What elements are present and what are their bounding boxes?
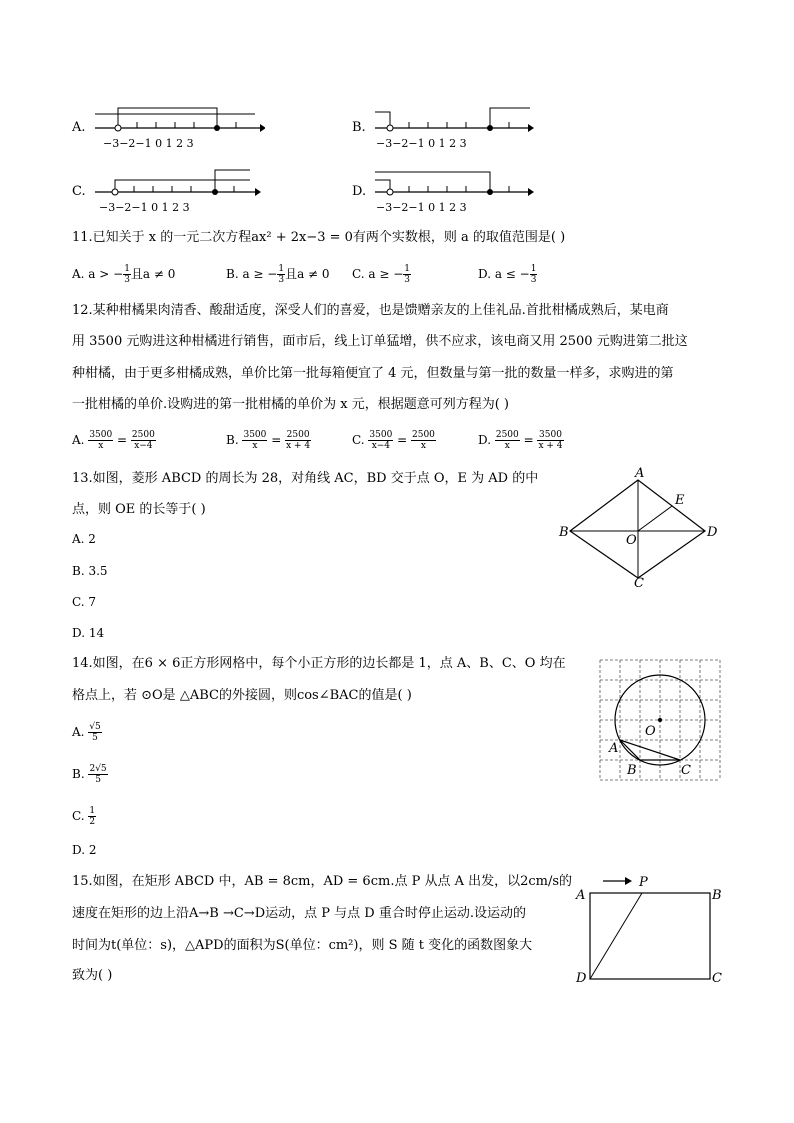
option-prefix: A. a > −	[72, 267, 124, 281]
denominator: 3	[278, 275, 285, 285]
option-b: B. $\frac{3500}{x}$ = $\frac{2500}{x + 4}$	[226, 430, 311, 451]
fraction	[131, 430, 156, 451]
tick-labels: −3−2−1 0 1 2 3	[376, 201, 467, 214]
point-label-a: A	[609, 741, 619, 756]
fraction	[403, 264, 411, 285]
point-label-d: D	[576, 971, 587, 986]
option-b: B. 3.5	[72, 564, 108, 578]
question-line: 12.某种柑橘果肉清香、酸甜适度，深受人们的喜爱，也是馈赠亲友的上佳礼品.首批柑橘成熟后，某电商	[72, 303, 669, 318]
denominator: 5	[92, 733, 98, 743]
option-d: D. $\frac{2500}{x}$ = $\frac{3500}{x + 4}$	[478, 430, 563, 451]
denominator: x	[98, 441, 104, 451]
question-line: 用 3500 元购进这种柑橘进行销售，面市后，线上订单猛增，供不应求，该电商又用 2500 元购进第二批这	[72, 334, 688, 349]
point-label-a: A	[576, 888, 586, 903]
option-c: C. 7	[72, 595, 97, 609]
option-label: B.	[72, 767, 85, 781]
question-line: 15.如图，在矩形 ABCD 中，AB = 8cm，AD = 6cm.点 P 从点 A 出发，以2cm/s的	[72, 874, 573, 889]
numerator: 2500	[495, 430, 519, 440]
rectangle-figure	[570, 870, 730, 988]
fraction	[368, 430, 393, 451]
denominator: x	[420, 441, 426, 451]
numerator: 3500	[89, 430, 113, 440]
arrow-head	[625, 877, 632, 885]
option-label: C.	[72, 809, 85, 823]
fraction	[88, 722, 101, 743]
denominator: x	[252, 441, 258, 451]
question-line: 致为( )	[72, 968, 113, 983]
point-label-b: B	[627, 763, 637, 778]
fraction	[242, 430, 267, 451]
number-line-c-figure	[90, 164, 265, 204]
question-line: 14.如图，在6 × 6正方形网格中，每个小正方形的边长都是 1，点 A、B、C、O 均在	[72, 656, 566, 671]
option-label: D.	[352, 184, 367, 199]
question-stem: 11.已知关于 x 的一元二次方程ax² + 2x−3 = 0有两个实数根，则 a 的取值范围是( )	[72, 230, 566, 245]
fraction	[88, 430, 113, 451]
option-label: D.	[478, 433, 492, 447]
question-line: 时间为t(单位：s)，△APD的面积为S(单位：cm²)，则 S 随 t 变化的函数图象大	[72, 938, 533, 953]
option-b	[72, 764, 108, 785]
option-a: A. $\frac{3500}{x}$ = $\frac{2500}{x-4}$	[72, 430, 155, 451]
fraction	[277, 264, 285, 285]
option-label: C.	[352, 433, 365, 447]
point-label-b: B	[712, 888, 722, 903]
number-line-b-figure	[370, 100, 545, 140]
point-label-d: D	[707, 525, 718, 540]
numerator: 3500	[243, 430, 267, 440]
numerator: 1	[278, 264, 285, 274]
numerator: 1	[89, 806, 96, 816]
rectangle-abcd	[590, 893, 710, 979]
numerator: 2500	[131, 430, 155, 440]
point-label-c: C	[634, 576, 644, 591]
option-label: B.	[352, 120, 366, 135]
denominator: 5	[95, 775, 101, 785]
numerator: 2500	[286, 430, 310, 440]
option-prefix: B. a ≥ −	[226, 267, 278, 281]
option-label: A.	[72, 433, 85, 447]
point-label-o: O	[626, 533, 637, 548]
point-label-c: C	[681, 763, 691, 778]
option-prefix: C. a ≥ −	[352, 267, 404, 281]
segment-dp	[590, 893, 642, 979]
number-line-d-figure	[370, 164, 545, 204]
point-label-e: E	[675, 493, 685, 508]
option-label: C.	[72, 184, 86, 199]
point-label-a: A	[635, 466, 645, 481]
option-label: B.	[226, 433, 239, 447]
numerator: 2500	[412, 430, 435, 440]
fraction	[285, 430, 311, 451]
denominator: x−4	[371, 441, 391, 451]
option-d: D. 14	[72, 626, 105, 640]
question-line: 种柑橘，由于更多柑橘成熟，单价比第一批每箱便宜了 4 元，但数量与第一批的数量一样多，求购进的第	[72, 366, 674, 381]
fraction	[88, 806, 96, 827]
option-a	[72, 722, 102, 743]
triangle-abc	[620, 740, 680, 760]
numerator: 3500	[369, 430, 393, 440]
fraction	[88, 764, 107, 785]
option-a	[72, 264, 175, 285]
tick-labels: −3−2−1 0 1 2 3	[376, 137, 467, 150]
point-label-o: O	[645, 724, 656, 739]
grid-circle-figure	[596, 656, 721, 782]
center-dot	[658, 718, 662, 722]
fraction	[411, 430, 436, 451]
question-line: 点，则 OE 的长等于( )	[72, 502, 206, 517]
option-c	[352, 264, 411, 285]
option-d	[478, 264, 537, 285]
point-label-p: P	[639, 875, 648, 890]
option-b	[226, 264, 330, 285]
fraction	[495, 430, 520, 451]
question-line: 格点上，若 ⊙O是 △ABC的外接圆，则cos∠BAC的值是( )	[72, 688, 412, 703]
denominator: x + 4	[286, 441, 311, 451]
fraction	[537, 430, 563, 451]
numerator: 1	[530, 264, 537, 274]
denominator: x−4	[134, 441, 153, 451]
numerator: 1	[404, 264, 411, 274]
option-c: C. $\frac{3500}{x-4}$ = $\frac{2500}{x}$	[352, 430, 435, 451]
option-suffix: 且a ≠ 0	[130, 267, 176, 281]
numerator: 2√5	[89, 764, 107, 774]
numerator: 3500	[539, 430, 562, 440]
denominator: 2	[89, 817, 96, 827]
denominator: 3	[404, 275, 411, 285]
numerator: 1	[124, 264, 130, 274]
number-line-a-figure	[90, 100, 265, 140]
denominator: x + 4	[538, 441, 563, 451]
segment-oe	[638, 506, 672, 531]
option-prefix: D. a ≤ −	[478, 267, 530, 281]
option-c	[72, 806, 96, 827]
fraction	[123, 264, 131, 285]
option-label: A.	[72, 120, 86, 135]
question-line: 速度在矩形的边上沿A→B →C→D运动，点 P 与点 D 重合时停止运动.设运动的	[72, 906, 526, 921]
option-suffix: 且a ≠ 0	[285, 267, 330, 281]
tick-labels: −3−2−1 0 1 2 3	[99, 201, 190, 214]
rhombus-figure	[555, 462, 725, 592]
fraction	[530, 264, 538, 285]
point-label-c: C	[712, 971, 722, 986]
denominator: 3	[530, 275, 537, 285]
question-line: 13.如图，菱形 ABCD 的周长为 28，对角线 AC，BD 交于点 O，E 为 AD 的中	[72, 471, 539, 486]
numerator: √5	[89, 722, 101, 732]
denominator: x	[504, 441, 510, 451]
tick-labels: −3−2−1 0 1 2 3	[103, 137, 194, 150]
point-label-b: B	[559, 525, 569, 540]
denominator: 3	[124, 275, 130, 285]
option-a: A. 2	[72, 532, 96, 546]
option-label: A.	[72, 725, 85, 739]
option-d: D. 2	[72, 843, 97, 857]
question-line: 一批柑橘的单价.设购进的第一批柑橘的单价为 x 元，根据题意可列方程为( )	[72, 397, 510, 412]
